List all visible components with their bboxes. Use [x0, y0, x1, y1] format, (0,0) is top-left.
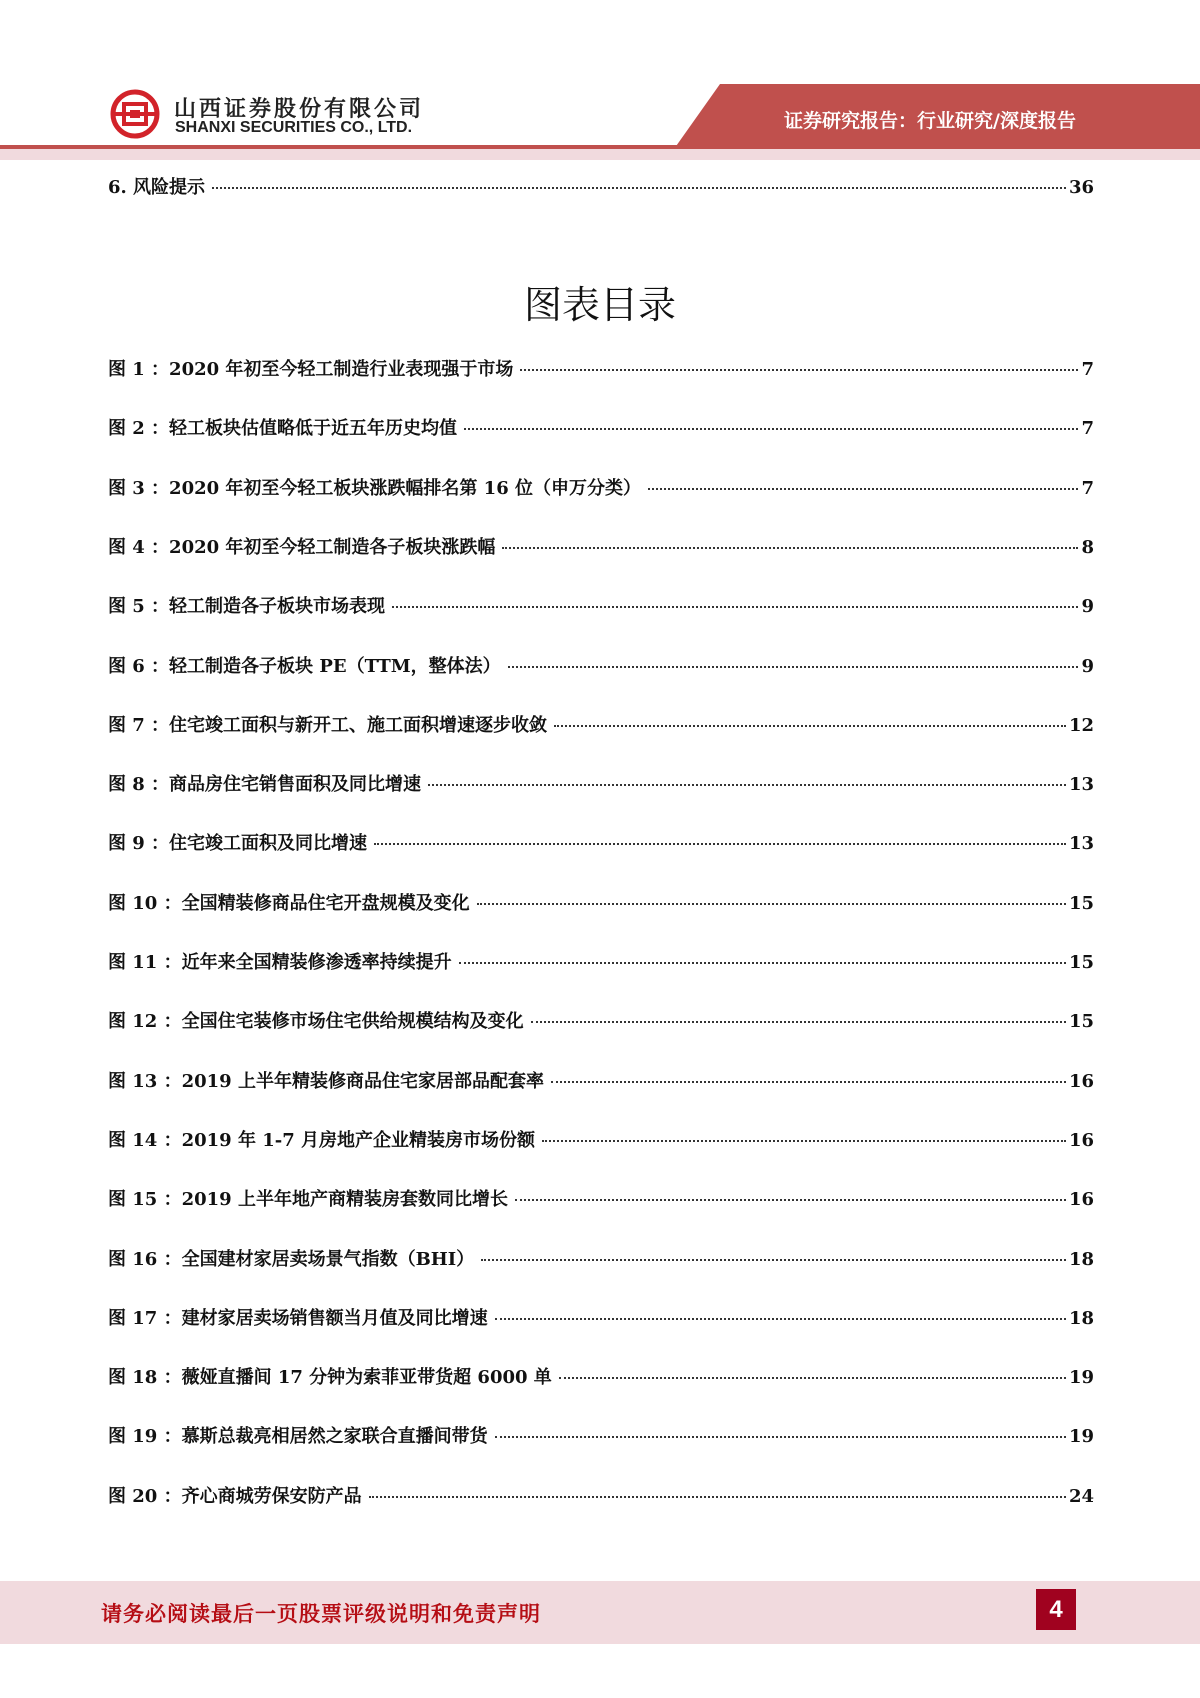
dot-leader — [495, 1436, 1066, 1438]
figure-entry-label: 图 17 ：建材家居卖场销售额当月值及同比增速 — [108, 1307, 488, 1329]
dot-leader — [515, 1199, 1066, 1201]
figure-entry[interactable] — [108, 533, 1094, 559]
page-number: 4 — [1036, 1589, 1076, 1630]
dot-leader — [477, 903, 1066, 905]
figure-entry-label: 图 20 ：齐心商城劳保安防产品 — [108, 1485, 362, 1507]
figure-entry-page: 7 — [1081, 418, 1094, 440]
figure-entry[interactable] — [108, 355, 1094, 381]
figure-entry-page: 13 — [1068, 833, 1094, 855]
dot-leader — [554, 725, 1066, 727]
figure-entry[interactable] — [108, 1304, 1094, 1330]
figure-entry-page: 16 — [1068, 1189, 1094, 1211]
figures-list-title: 图表目录 — [523, 283, 676, 327]
figure-entry-label: 图 12 ：全国住宅装修市场住宅供给规模结构及变化 — [108, 1011, 524, 1033]
dot-leader — [531, 1021, 1066, 1023]
figure-entry-label: 图 2 ：轻工板块估值略低于近五年历史均值 — [108, 418, 458, 440]
figure-entry-page: 16 — [1068, 1129, 1094, 1151]
dot-leader — [464, 428, 1078, 430]
figure-entry[interactable] — [108, 1422, 1094, 1448]
dot-leader — [508, 666, 1079, 668]
figure-entry-label: 图 15 ：2019 上半年地产商精装房套数同比增长 — [108, 1189, 508, 1211]
figure-entry-label: 图 8 ：商品房住宅销售面积及同比增速 — [108, 774, 422, 796]
figure-entry-label: 图 1 ：2020 年初至今轻工制造行业表现强于市场 — [108, 359, 514, 380]
dot-leader — [481, 1259, 1066, 1261]
toc-entry-label: 6. 风险提示 — [108, 177, 206, 198]
dot-leader — [520, 369, 1078, 371]
figure-entry-label: 图 10 ：全国精装修商品住宅开盘规模及变化 — [108, 892, 470, 914]
figure-entry[interactable] — [108, 889, 1094, 915]
figure-entry[interactable] — [108, 829, 1094, 855]
figure-entry-label: 图 18 ：薇娅直播间 17 分钟为索菲亚带货超 6000 单 — [108, 1367, 552, 1389]
figure-entry-label: 图 3 ：2020 年初至今轻工板块涨跌幅排名第 16 位（申万分类） — [108, 477, 642, 499]
figure-entry-page: 19 — [1068, 1367, 1094, 1389]
figure-entry[interactable] — [108, 652, 1094, 678]
figure-entry[interactable] — [108, 414, 1094, 440]
figure-entry-label: 图 4 ：2020 年初至今轻工制造各子板块涨跌幅 — [108, 536, 496, 558]
dot-leader — [369, 1496, 1066, 1498]
figure-entry-page: 7 — [1081, 477, 1094, 499]
figure-entry-page: 8 — [1081, 536, 1094, 558]
figure-entry[interactable] — [108, 1363, 1094, 1389]
figure-entry[interactable] — [108, 592, 1094, 618]
dot-leader — [495, 1318, 1066, 1320]
toc-entry-page: 36 — [1068, 177, 1094, 198]
figure-entry[interactable] — [108, 711, 1094, 737]
figure-entry-label: 图 13 ：2019 上半年精装修商品住宅家居部品配套率 — [108, 1070, 544, 1092]
figure-entry-page: 19 — [1068, 1426, 1094, 1448]
footer-disclaimer: 请务必阅读最后一页股票评级说明和免责声明 — [101, 1601, 541, 1626]
dot-leader — [374, 843, 1066, 845]
figure-entry[interactable] — [108, 1126, 1094, 1152]
figure-entry-page: 12 — [1068, 714, 1094, 736]
figure-entry-page: 9 — [1081, 655, 1094, 677]
company-name-cn: 山西证券股份有限公司 — [174, 97, 425, 122]
figure-entry-page: 7 — [1081, 359, 1094, 380]
dot-leader — [212, 187, 1066, 189]
figure-entry[interactable] — [108, 1185, 1094, 1211]
dot-leader — [559, 1377, 1066, 1379]
dot-leader — [551, 1081, 1066, 1083]
figure-entry[interactable] — [108, 1245, 1094, 1271]
figure-entry-page: 24 — [1068, 1485, 1094, 1507]
figure-entry[interactable] — [108, 474, 1094, 500]
figure-entry-label: 图 19 ：慕斯总裁亮相居然之家联合直播间带货 — [108, 1426, 488, 1448]
report-type: 证券研究报告：行业研究/深度报告 — [784, 110, 1076, 132]
figure-entry-label: 图 7 ：住宅竣工面积与新开工、施工面积增速逐步收敛 — [108, 714, 548, 736]
dot-leader — [502, 547, 1078, 549]
figure-entry[interactable] — [108, 1067, 1094, 1093]
figure-entry-page: 15 — [1068, 892, 1094, 914]
figure-entry[interactable] — [108, 948, 1094, 974]
dot-leader — [542, 1140, 1066, 1142]
figure-entry-page: 18 — [1068, 1248, 1094, 1270]
figure-entry[interactable] — [108, 770, 1094, 796]
dot-leader — [428, 784, 1066, 786]
dot-leader — [459, 962, 1066, 964]
figure-entry[interactable] — [108, 1482, 1094, 1508]
figure-entry-label: 图 5 ：轻工制造各子板块市场表现 — [108, 596, 386, 618]
figure-entry-label: 图 14 ：2019 年 1-7 月房地产企业精装房市场份额 — [108, 1129, 535, 1151]
company-name-en: SHANXI SECURITIES CO., LTD. — [175, 119, 413, 136]
figure-entry-page: 18 — [1068, 1307, 1094, 1329]
figure-entry-page: 9 — [1081, 596, 1094, 618]
company-logo — [110, 89, 160, 139]
dot-leader — [392, 606, 1078, 608]
figure-entry-label: 图 16 ：全国建材家居卖场景气指数（BHI） — [108, 1248, 475, 1270]
dot-leader — [648, 488, 1078, 490]
figure-entry-label: 图 9 ：住宅竣工面积及同比增速 — [108, 833, 368, 855]
figure-entry-page: 15 — [1068, 1011, 1094, 1033]
figure-entry-page: 15 — [1068, 952, 1094, 973]
figure-entry[interactable] — [108, 1007, 1094, 1033]
figure-entry-page: 13 — [1068, 774, 1094, 796]
figure-entry-label: 图 6 ：轻工制造各子板块 PE（TTM，整体法） — [108, 655, 501, 677]
figure-entry-label: 图 11 ：近年来全国精装修渗透率持续提升 — [108, 952, 452, 973]
toc-entry[interactable] — [108, 173, 1094, 199]
figure-entry-page: 16 — [1068, 1070, 1094, 1092]
